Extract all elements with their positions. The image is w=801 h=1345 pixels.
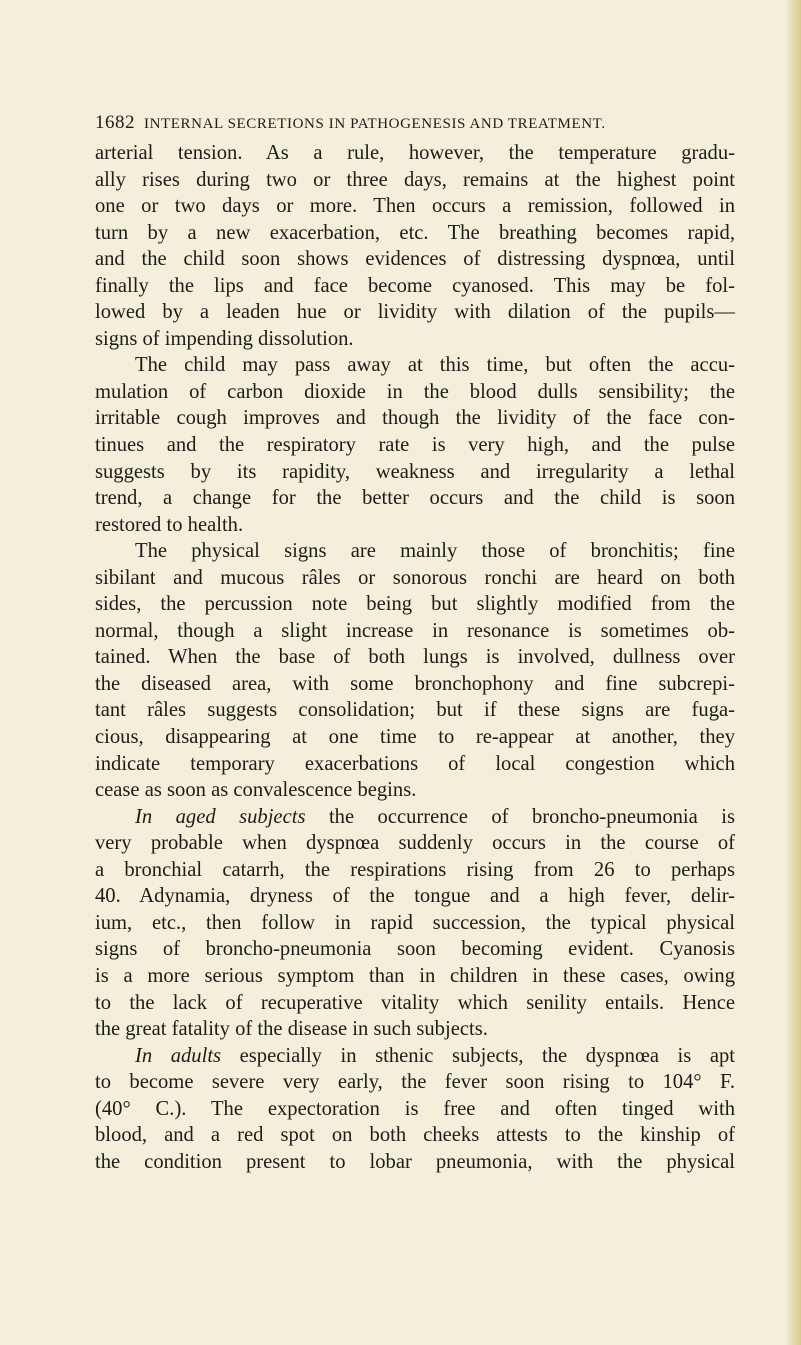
text-line: the condition present to lobar pneumonia, with the physical — [95, 1150, 735, 1173]
text-line: to the lack of recuperative vitality which senility entails. Hence — [95, 991, 735, 1014]
text-line: irritable cough improves and though the lividity of the face con- — [95, 407, 735, 430]
text-line: very probable when dyspnœa suddenly occurs in the course of — [95, 832, 735, 855]
text-line: sibilant and mucous râles or sonorous ronchi are heard on both — [95, 566, 735, 589]
text-line: tant râles suggests consolidation; but if these signs are fuga- — [95, 699, 735, 722]
text-line: normal, though a slight increase in resonance is sometimes ob- — [95, 619, 735, 642]
text-line: sides, the percussion note being but slightly modified from the — [95, 593, 735, 616]
text-line: suggests by its rapidity, weakness and irregularity a lethal — [95, 460, 735, 483]
text-line: a bronchial catarrh, the respirations rising from 26 to perhaps — [95, 858, 735, 881]
text-line: 40. Adynamia, dryness of the tongue and a high fever, delir- — [95, 885, 735, 908]
text-line: arterial tension. As a rule, however, the temperature gradu- — [95, 142, 735, 164]
text-line: and the child soon shows evidences of distressing dyspnœa, until — [95, 248, 735, 271]
text-line: blood, and a red spot on both cheeks attests to the kinship of — [95, 1124, 735, 1147]
text-line: signs of impending dissolution. — [95, 327, 354, 350]
text-line: The child may pass away at this time, but often the accu- — [135, 354, 735, 377]
text-line: the diseased area, with some bronchophony and fine subcrepi- — [95, 672, 735, 695]
text-line: restored to health. — [95, 513, 244, 536]
text-line: The physical signs are mainly those of bronchitis; fine — [135, 540, 735, 563]
text-run: especially in sthenic subjects, the dyspnœa is apt — [239, 1044, 735, 1067]
text-line: ium, etc., then follow in rapid succession, the typical physical — [95, 911, 735, 934]
page-number: 1682 — [95, 112, 135, 133]
text-line: to become severe very early, the fever soon rising to 104° F. — [95, 1071, 735, 1094]
text-line: is a more serious symptom than in children in these cases, owing — [95, 964, 735, 987]
running-title: INTERNAL SECRETIONS IN PATHOGENESIS AND TREATMENT. — [144, 116, 606, 132]
text-line-aged-subjects — [95, 804, 735, 831]
text-line: tained. When the base of both lungs is involved, dullness over — [95, 646, 735, 669]
text-line-adults — [95, 1043, 735, 1070]
text-line: tinues and the respiratory rate is very high, and the pulse — [95, 434, 735, 457]
text-line: mulation of carbon dioxide in the blood dulls sensibility; the — [95, 380, 735, 403]
text-line: trend, a change for the better occurs and the child is soon — [95, 487, 735, 510]
text-line: indicate temporary exacerbations of local congestion which — [95, 752, 735, 775]
text-line: finally the lips and face become cyanosed. This may be fol- — [95, 274, 735, 297]
text-run: the occurrence of broncho-pneumonia is — [328, 805, 735, 828]
body-text — [95, 140, 735, 1175]
text-line: (40° C.). The expectoration is free and often tinged with — [95, 1097, 735, 1120]
text-line: signs of broncho-pneumonia soon becoming evident. Cyanosis — [95, 938, 735, 961]
text-line: lowed by a leaden hue or lividity with dilation of the pupils— — [95, 301, 735, 324]
text-line: turn by a new exacerbation, etc. The breathing becomes rapid, — [95, 221, 735, 244]
page-edge-shadow — [787, 0, 801, 1345]
text-line: cious, disappearing at one time to re-appear at another, they — [95, 726, 735, 749]
text-line: ally rises during two or three days, remains at the highest point — [95, 168, 735, 191]
text-line: cease as soon as convalescence begins. — [95, 779, 417, 802]
text-line: one or two days or more. Then occurs a remission, followed in — [95, 195, 735, 218]
italic-lead-adults: In adults — [135, 1044, 222, 1067]
running-head — [95, 112, 735, 134]
text-line: the great fatality of the disease in such subjects. — [95, 1018, 488, 1041]
italic-lead-aged: In aged subjects — [135, 805, 306, 828]
